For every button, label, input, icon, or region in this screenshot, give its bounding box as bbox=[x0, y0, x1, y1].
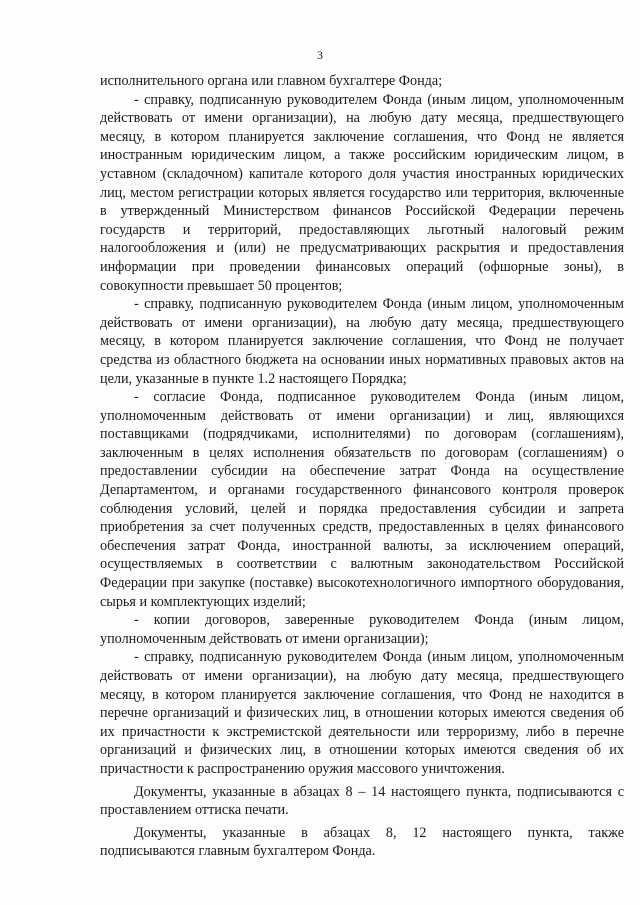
paragraph-continuation: исполнительного органа или главном бухгалтере Фонда; bbox=[100, 73, 443, 89]
page-number: 3 bbox=[317, 48, 323, 62]
paragraph-accountant-signature: Документы, указанные в абзацах 8, 12 настоящего пункта, также подписываются главным бухгалтером Фонда. bbox=[100, 824, 624, 860]
paragraph-fund-consent: - согласие Фонда, подписанное руководителем Фонда (иным лицом, уполномоченным действовать от имени организации) и лиц, являющихся поставщиками (подрядчиками, исполнителями) по договорам (соглашениям), заключенным в целях исполнения обязательств по договорам (соглашениям) о предоставлении субсидии на обеспечение затрат Фонда на осуществление Департаментом, и органами государственного финансового контроля проверок соблюдения условий, целей и порядка предоставления субсидии и запрета приобретения за счет полученных средств, предоставленных в целях финансового обеспечения затрат Фонда, иностранной валюты, за исключением операций, осуществляемых в соответствии с валютным законодательством Российской Федерации при закупке (поставке) высокотехнологичного импортного оборудования, сырья и комплектующих изделий; bbox=[100, 389, 624, 610]
document-body bbox=[100, 72, 624, 861]
paragraph-offshore-certificate: - справку, подписанную руководителем Фонда (иным лицом, уполномоченным действовать от имени организации), на любую дату месяца, предшествующего месяцу, в котором планируется заключение соглашения, что Фонд не является иностранным юридическим лицом, а также российским юридическим лицом, в уставном (складочном) капитале которого доля участия иностранных юридических лиц, местом регистрации которых является государство или территория, включенные в утвержденный Министерством финансов Российской Федерации перечень государств и территорий, предоставляющих льготный налоговый режим налогообложения и (или) не предусматривающих раскрытия и предоставления информации при проведении финансовых операций (офшорные зоны), в совокупности превышает 50 процентов; bbox=[100, 91, 624, 294]
paragraph-seal-requirement: Документы, указанные в абзацах 8 – 14 настоящего пункта, подписываются с проставлением оттиска печати. bbox=[100, 783, 624, 819]
paragraph-contract-copies: - копии договоров, заверенные руководителем Фонда (иным лицом, уполномоченным действовать от имени организации); bbox=[100, 612, 624, 647]
paragraph-budget-certificate: - справку, подписанную руководителем Фонда (иным лицом, уполномоченным действовать от имени организации), на любую дату месяца, предшествующего месяцу, в котором планируется заключение соглашения, что Фонд не получает средства из областного бюджета на основании иных нормативных правовых актов на цели, указанные в пункте 1.2 настоящего Порядка; bbox=[100, 296, 624, 387]
paragraph-extremism-certificate: - справку, подписанную руководителем Фонда (иным лицом, уполномоченным действовать от имени организации), на любую дату месяца, предшествующего месяцу, в котором планируется заключение соглашения, что Фонд не находится в перечне организаций и физических лиц, в отношении которых имеются сведения об их причастности к экстремистской деятельности или терроризму, либо в перечне организаций и физических лиц, в отношении которых имеются сведения об их причастности к распространению оружия массового уничтожения. bbox=[100, 649, 624, 777]
